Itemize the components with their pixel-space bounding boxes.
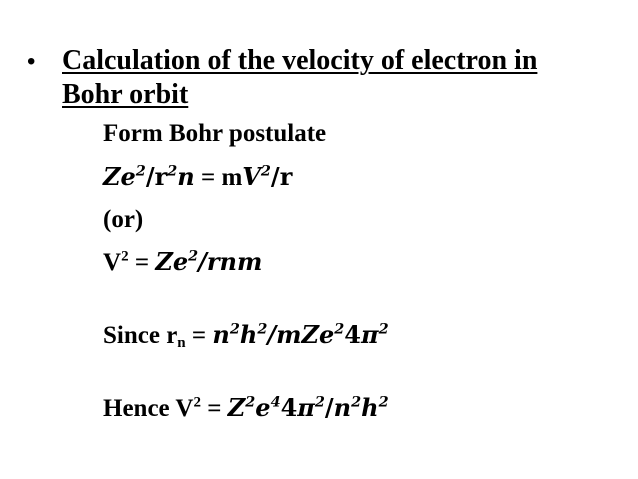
or-line: (or): [103, 206, 144, 233]
eq2-equals: =: [128, 249, 156, 276]
eq1-rhs: $V^2/r$: [242, 162, 293, 191]
eq2-v-exp: 2: [121, 248, 129, 265]
eq4-rhs: $Z^2e^44\pi^2/n^2h^2$: [227, 393, 389, 422]
eq2-rhs: Ze$^2$/rnm: [155, 247, 263, 276]
eq1-lhs: $Ze^2/r^2n$: [103, 162, 195, 191]
eq3-label-sub: n: [177, 334, 186, 351]
equation-radius: [103, 320, 389, 351]
postulate-line: Form Bohr postulate: [103, 120, 327, 147]
eq4-label: Hence V: [103, 395, 194, 422]
eq3-label: Since r: [103, 322, 178, 349]
bullet-marker: •: [27, 48, 36, 75]
equation-velocity-result: [103, 393, 389, 424]
eq3-equals: =: [185, 322, 213, 349]
eq4-equals: =: [201, 395, 228, 422]
equation-velocity-squared: [103, 247, 262, 278]
eq2-v: V: [103, 249, 122, 276]
equation-force-balance: [103, 162, 292, 193]
slide-heading: Calculation of the velocity of electron in Bohr orbit: [62, 45, 538, 110]
eq4-label-exp: 2: [193, 394, 201, 411]
eq1-equals: = m: [194, 164, 243, 191]
eq3-rhs: $n^2h^2/mZe^24\pi^2$: [212, 320, 389, 349]
